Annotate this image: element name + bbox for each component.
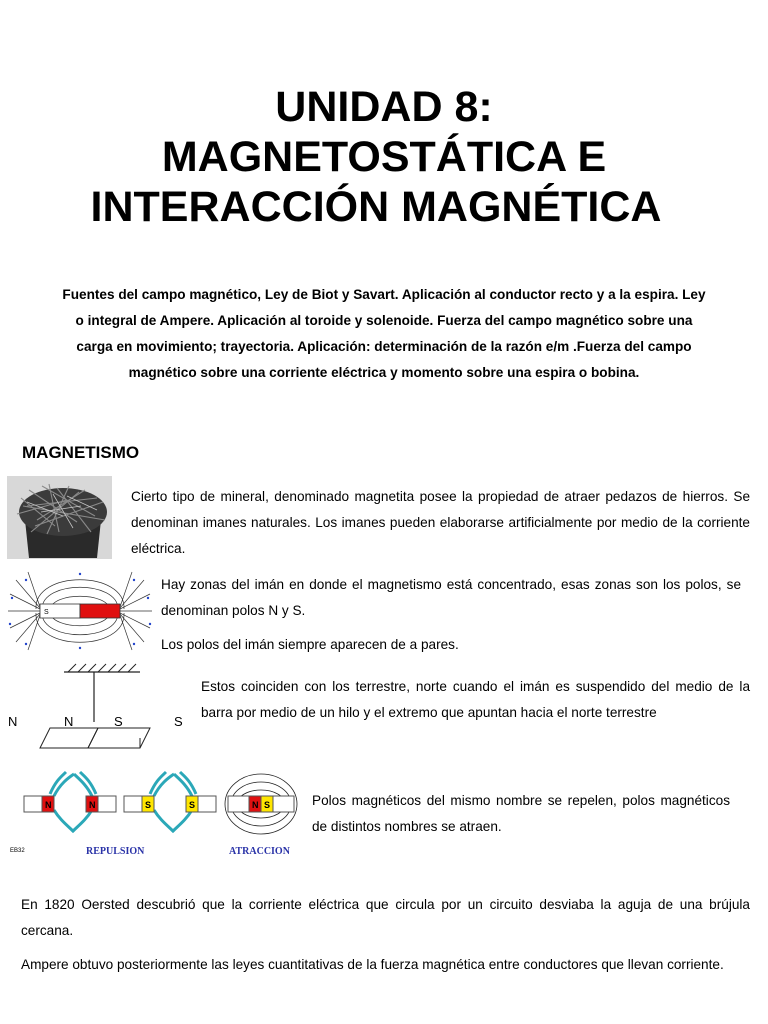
title-line-1: UNIDAD 8:: [275, 83, 493, 131]
title-line-3: INTERACCIÓN MAGNÉTICA: [90, 183, 662, 231]
paragraph-earth-poles: Estos coinciden con los terrestre, norte cuando el imán es suspendido del medio de la barra por medio de un hilo y el extremo que apuntan hacia el norte terrestre: [201, 679, 750, 720]
repulsion-attraction-figure: [4, 770, 304, 862]
suspended-left-label: N: [8, 714, 18, 729]
bar-magnet-field-figure: [6, 568, 154, 654]
paragraph-oersted: En 1820 Oersted descubrió que la corriente eléctrica que circula por un circuito desviaba la aguja de una brújula cercana.: [21, 897, 750, 938]
repulsion-caption: REPULSION: [86, 846, 145, 857]
intro-line-2: o integral de Ampere. Aplicación al toroide y solenoide. Fuerza del campo magnético sobre una: [75, 313, 693, 328]
paragraph-magnetita: Cierto tipo de mineral, denominado magnetita posee la propiedad de atraer pedazos de hierros. Se denominan imanes naturales. Los imanes pueden elaborarse artificialmente por medio de la corriente eléctrica.: [131, 489, 750, 556]
figure-code: EB32: [10, 848, 25, 854]
iron-filings-photo: [7, 476, 112, 559]
pole-label-n: N: [252, 800, 259, 810]
suspended-bar-n-label: N: [64, 714, 74, 729]
pole-label-n: N: [45, 800, 52, 810]
suspended-bar-s-label: S: [114, 714, 123, 729]
page-title: [0, 82, 768, 232]
title-line-2: MAGNETOSTÁTICA E: [161, 133, 607, 181]
intro-line-1: Fuentes del campo magnético, Ley de Biot y Savart. Aplicación al conductor recto y a la espira. Ley: [62, 287, 706, 302]
paragraph-repel-attract: Polos magnéticos del mismo nombre se repelen, polos magnéticos de distintos nombres se atraen.: [312, 793, 730, 834]
pole-label-s: S: [189, 800, 196, 810]
section-heading: MAGNETISMO: [22, 443, 140, 462]
paragraph-pairs: Los polos del imán siempre aparecen de a pares.: [161, 637, 459, 652]
pole-label-s: S: [264, 800, 271, 810]
suspended-right-label: S: [174, 714, 183, 729]
paragraph-poles: Hay zonas del imán en donde el magnetismo está concentrado, esas zonas son los polos, se denominan polos N y S.: [161, 577, 741, 618]
intro-line-4: magnético sobre una corriente eléctrica y momento sobre una espira o bobina.: [128, 365, 640, 380]
pole-label-n: N: [89, 800, 96, 810]
intro-summary: [34, 282, 734, 386]
intro-line-3: carga en movimiento; trayectoria. Aplicación: determinación de la razón e/m .Fuerza del campo: [76, 339, 692, 354]
pole-label-s: S: [145, 800, 152, 810]
attraction-caption: ATRACCION: [229, 846, 290, 857]
paragraph-ampere: Ampere obtuvo posteriormente las leyes cuantitativas de la fuerza magnética entre conductores que llevan corriente.: [21, 957, 724, 972]
bar-magnet-pole-label: S: [44, 609, 49, 616]
suspended-magnet-figure: [36, 660, 156, 754]
